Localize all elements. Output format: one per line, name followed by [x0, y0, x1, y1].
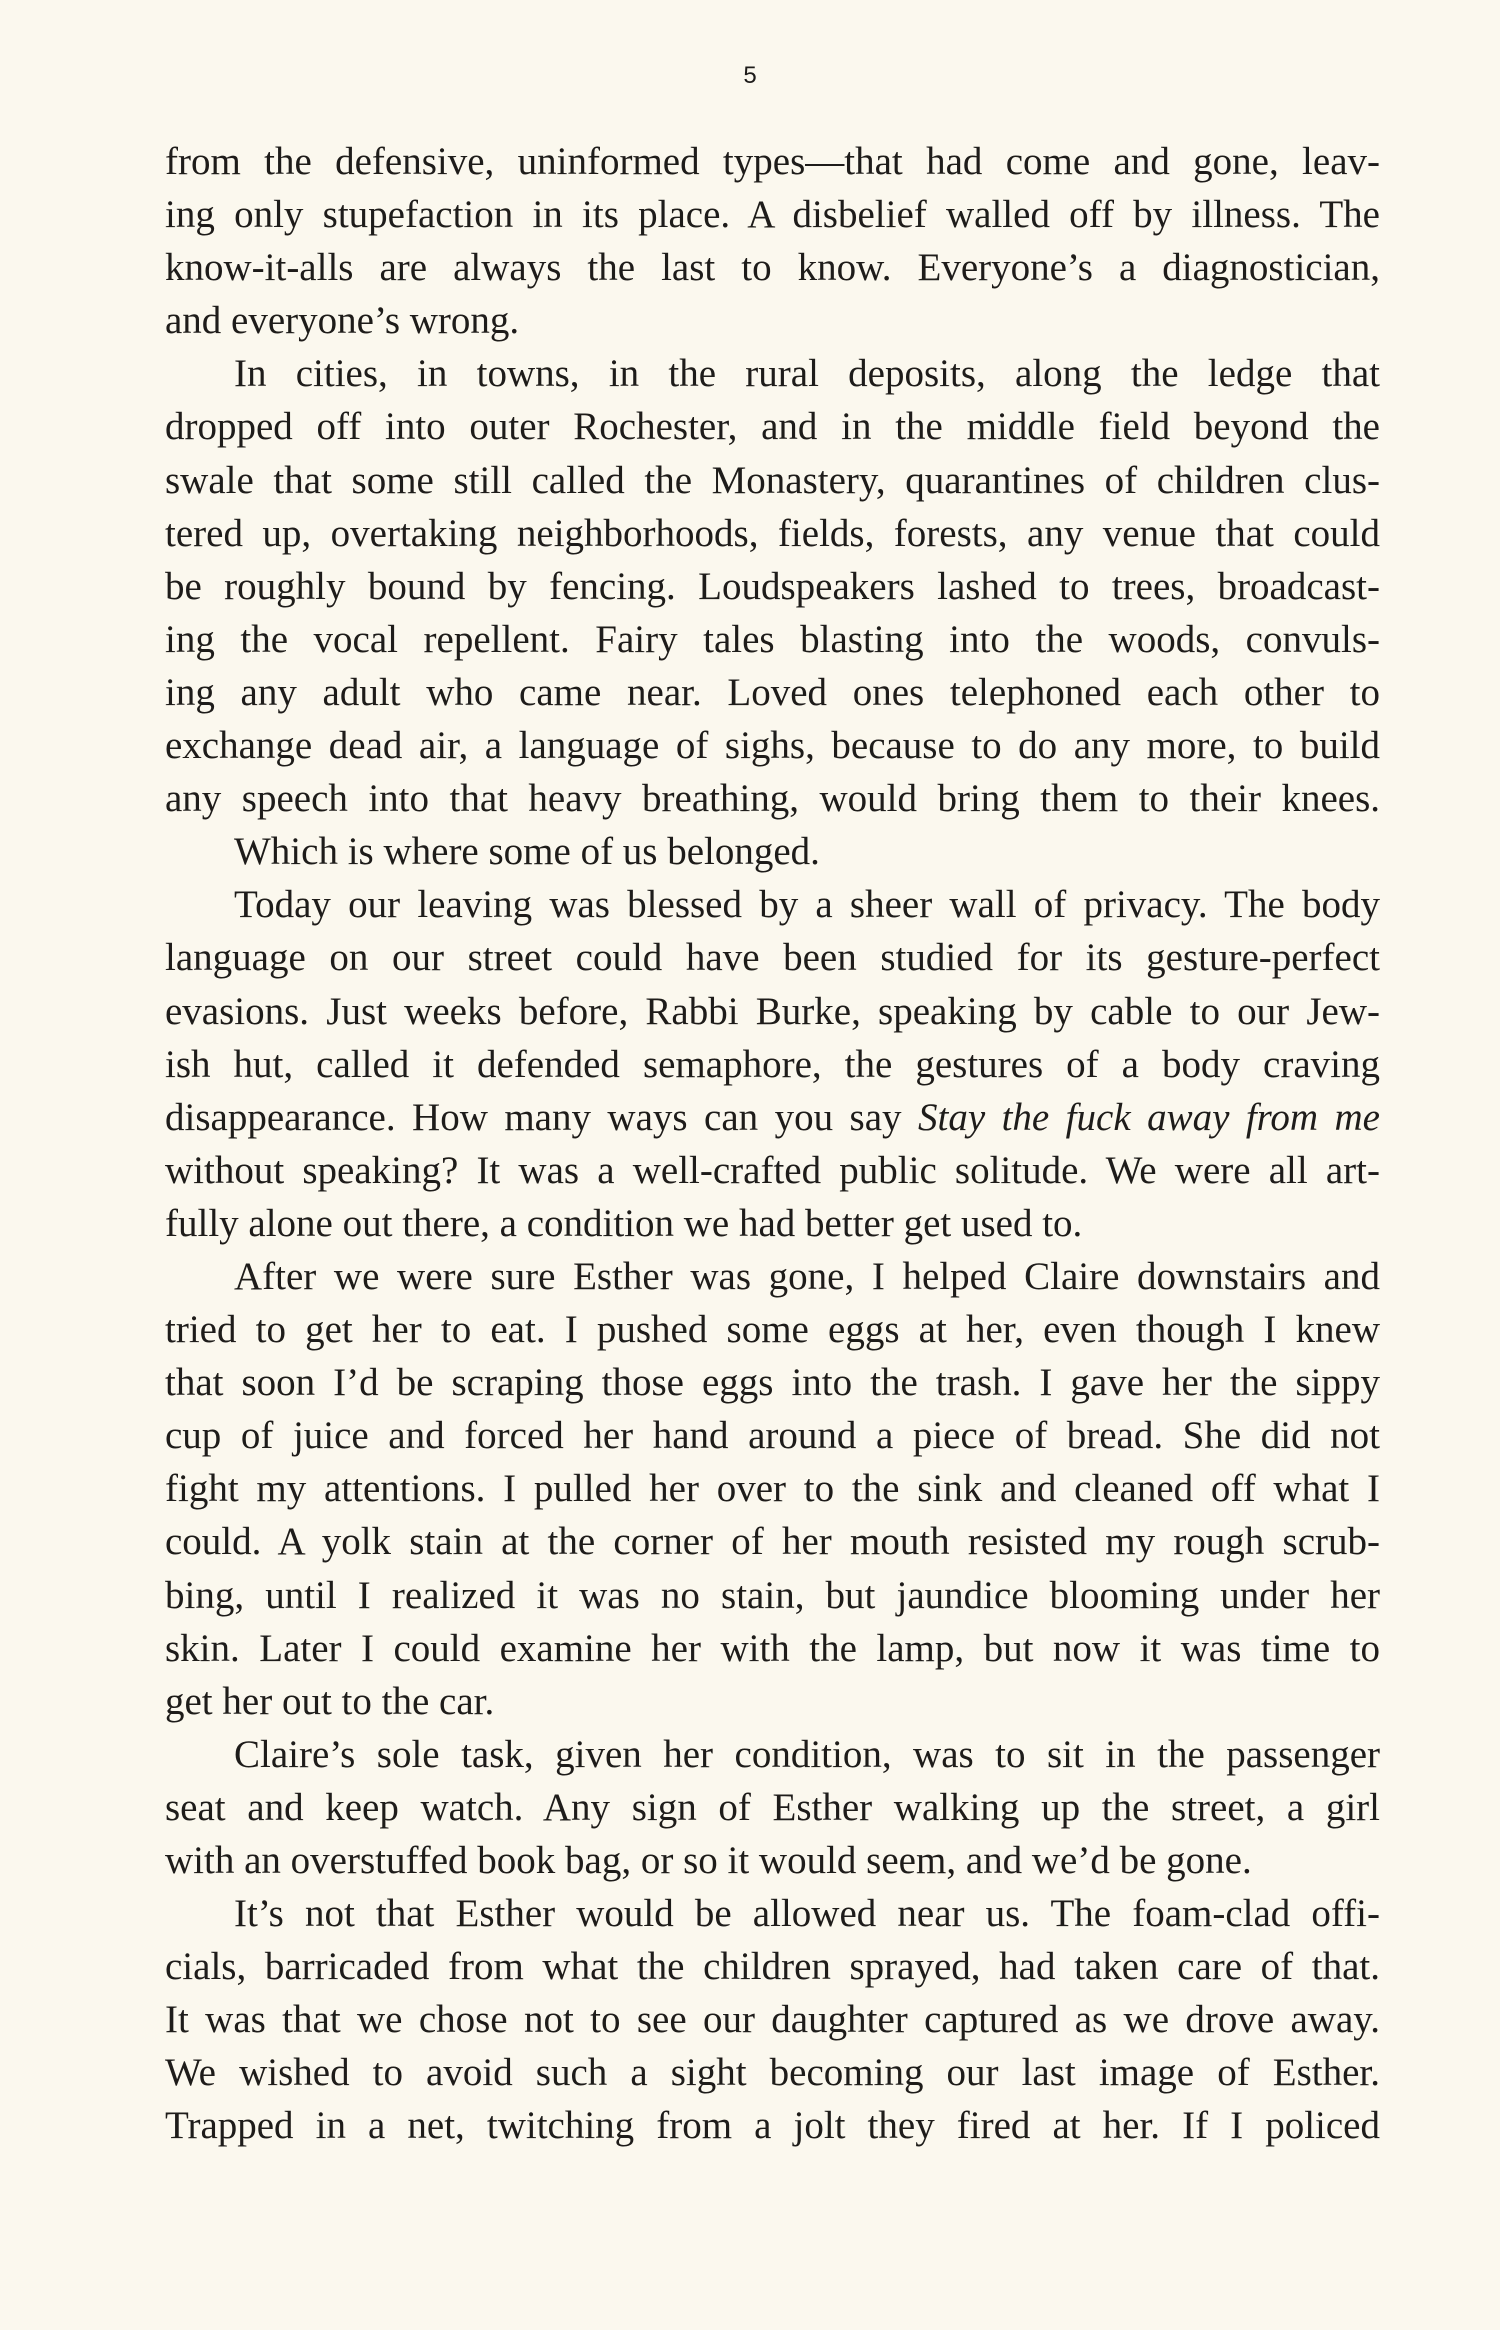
text-line-content: It’s not that Esther would be allowed near us. The foam-clad offi- [234, 1892, 1380, 1936]
text-line [165, 878, 1380, 931]
text-line-content: Which is where some of us belonged. [234, 830, 820, 874]
text-line [165, 1887, 1380, 1940]
text-line [165, 347, 1380, 400]
text-line-content: cup of juice and forced her hand around a piece of bread. She did not [165, 1414, 1380, 1458]
text-line-content: ing only stupefaction in its place. A disbelief walled off by illness. The [165, 193, 1380, 237]
text-line-content: Today our leaving was blessed by a sheer wall of privacy. The body [234, 883, 1380, 927]
text-line [165, 613, 1380, 666]
text-line-content: without speaking? It was a well-crafted public solitude. We were all art- [165, 1148, 1380, 1192]
text-line-content: that soon I’d be scraping those eggs into the trash. I gave her the sippy [165, 1361, 1380, 1405]
text-line [165, 135, 1380, 188]
text-line-content: swale that some still called the Monastery, quarantines of children clus- [165, 458, 1380, 502]
text-line-content: get her out to the car. [165, 1679, 495, 1723]
text-line [165, 1250, 1380, 1303]
text-line-content: tried to get her to eat. I pushed some eggs at her, even though I knew [165, 1308, 1380, 1352]
text-line-content: and everyone’s wrong. [165, 299, 520, 343]
text-line-content: Trapped in a net, twitching from a jolt they fired at her. If I policed [165, 2104, 1380, 2148]
text-line [165, 666, 1380, 719]
text-line-content: disappearance. How many ways can you say [165, 1095, 918, 1139]
text-line [165, 1675, 1380, 1728]
text-line [165, 931, 1380, 984]
text-line-content: exchange dead air, a language of sighs, because to do any more, to build [165, 724, 1380, 768]
text-line [165, 294, 1380, 347]
text-line [165, 507, 1380, 560]
text-line [165, 1409, 1380, 1462]
text-line [165, 1993, 1380, 2046]
text-line-content: It was that we chose not to see our daughter captured as we drove away. [165, 1998, 1380, 2042]
text-line [165, 1940, 1380, 1993]
text-line [165, 772, 1380, 825]
text-line-content: dropped off into outer Rochester, and in the middle field beyond the [165, 405, 1380, 449]
text-line [165, 1356, 1380, 1409]
text-line-content: skin. Later I could examine her with the lamp, but now it was time to [165, 1626, 1380, 1670]
text-line [165, 1197, 1380, 1250]
text-line [165, 1144, 1380, 1197]
text-line [165, 241, 1380, 294]
text-line-content: ish hut, called it defended semaphore, the gestures of a body craving [165, 1042, 1380, 1086]
text-line [165, 1569, 1380, 1622]
text-line [165, 1515, 1380, 1568]
text-line-content: cials, barricaded from what the children sprayed, had taken care of that. [165, 1945, 1380, 1989]
text-line-content: fight my attentions. I pulled her over to the sink and cleaned off what I [165, 1467, 1380, 1511]
text-line-content: Claire’s sole task, given her condition, was to sit in the passenger [234, 1732, 1380, 1776]
text-line-content: ing any adult who came near. Loved ones telephoned each other to [165, 670, 1380, 714]
text-line-content: ing the vocal repellent. Fairy tales blasting into the woods, convuls- [165, 617, 1380, 661]
text-line [165, 825, 1380, 878]
text-line [165, 985, 1380, 1038]
text-line-content: bing, until I realized it was no stain, but jaundice blooming under her [165, 1573, 1380, 1617]
text-line-content: from the defensive, uninformed types—that had come and gone, leav- [165, 140, 1380, 183]
text-line [165, 1462, 1380, 1515]
text-line [165, 1091, 1380, 1144]
text-line [165, 719, 1380, 772]
italic-phrase: Stay the fuck away from me [917, 1095, 1380, 1139]
text-line [165, 1728, 1380, 1781]
text-line-content: In cities, in towns, in the rural deposits, along the ledge that [234, 352, 1380, 396]
text-line [165, 2099, 1380, 2152]
text-line-content: tered up, overtaking neighborhoods, fields, forests, any venue that could [165, 511, 1380, 555]
body-text [165, 135, 1380, 2153]
text-line [165, 1303, 1380, 1356]
text-line-content: could. A yolk stain at the corner of her mouth resisted my rough scrub- [165, 1520, 1380, 1564]
text-line [165, 188, 1380, 241]
text-line [165, 1038, 1380, 1091]
text-line [165, 2046, 1380, 2099]
text-line-content: language on our street could have been studied for its gesture-perfect [165, 936, 1380, 980]
text-line-content: seat and keep watch. Any sign of Esther walking up the street, a girl [165, 1785, 1380, 1829]
text-line [165, 1622, 1380, 1675]
text-line-content: evasions. Just weeks before, Rabbi Burke, speaking by cable to our Jew- [165, 989, 1380, 1033]
text-line [165, 1781, 1380, 1834]
text-line-content: with an overstuffed book bag, or so it would seem, and we’d be gone. [165, 1839, 1252, 1882]
text-line-content: fully alone out there, a condition we had better get used to. [165, 1201, 1083, 1245]
text-line [165, 560, 1380, 613]
text-line-content: know-it-alls are always the last to know. Everyone’s a diagnostician, [165, 246, 1380, 290]
text-line [165, 400, 1380, 453]
page-number: 5 [743, 62, 757, 89]
text-line [165, 1834, 1380, 1887]
text-line-content: any speech into that heavy breathing, would bring them to their knees. [165, 777, 1380, 821]
text-line-content: After we were sure Esther was gone, I helped Claire downstairs and [234, 1254, 1380, 1298]
text-line-content: be roughly bound by fencing. Loudspeakers lashed to trees, broadcast- [165, 564, 1380, 608]
text-line-content: We wished to avoid such a sight becoming our last image of Esther. [165, 2051, 1380, 2095]
text-line [165, 454, 1380, 507]
